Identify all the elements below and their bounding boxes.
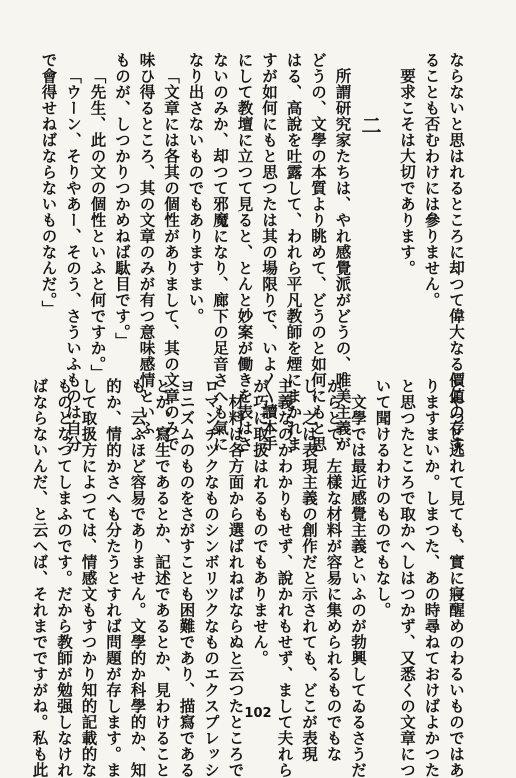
text-line: して取扱方によつては、情感文もすつかり知的記載的な: [79, 378, 99, 778]
page-number: 102: [244, 706, 272, 721]
text-line: すが如何にもと思つたは其の場限りで、いよ〳〵讀本手: [260, 52, 279, 452]
text-line: 的か、情的かさへも分たうとすれば問題が存します。ま: [104, 378, 123, 778]
text-line: にして教壇に立つて見ると、とんと妙案が働きを表はさ: [235, 52, 255, 452]
text-line: ることも否むわけには參りません。: [422, 52, 442, 308]
text-line: 文學では最近感覺主義といふのが勃興してゐるさうだ: [349, 393, 368, 778]
text-line: ものとなつてしまふのです。だから教師が勉强しなけれ: [55, 378, 74, 778]
text-line: ないのみか、却つて邪魔になり、廊下の足音さへも氣に: [211, 52, 230, 452]
text-line: とか、寫生であるとか、記述であるとか、見わけること: [153, 378, 172, 778]
text-line: 「ウーン、そりやあー、そのう、さういふものは自分: [64, 67, 83, 452]
text-line: 「先生、此の文の個性といふと何ですか。」: [88, 67, 108, 380]
text-line: はる、高說を吐露して、われら平凡教師を煙にまかれま: [284, 52, 304, 452]
text-line: ばならないんだ、と云へば、それまでですがね。私も此: [30, 378, 50, 778]
text-line: りますまいか。しまつた、あの時尋ねておけばよかつた: [422, 378, 442, 778]
text-line: 味ひ得るところ、其の文章のみが有つ意味感情といふ: [137, 52, 157, 436]
text-line: ならないと思はれるところに却つて偉大なる價値の存す: [447, 52, 466, 452]
column-spacer: [355, 52, 375, 352]
text-line: とやつと逃れて見ても、實に寢醒めのわるいものではあ: [447, 378, 466, 778]
text-line: ものが、しつかりつかめねば駄目です。」: [113, 52, 132, 349]
top-text-section: [0, 52, 468, 452]
text-line: いて聞けるわけのものでもなし。: [373, 378, 393, 618]
text-line: ロマンチツクなものシンボリツクなものエクスプレッシ: [202, 378, 221, 778]
text-line: が巧に取扱はれるものでもありません。: [251, 378, 270, 666]
text-line: 要求こそは大切であります。: [398, 67, 417, 276]
text-line: どうの、文學の本質より眺めて、どうのと如何にもと思: [309, 52, 328, 452]
text-line: ヨニズムのものをさがすことも困難であり、描寫である: [177, 378, 197, 778]
text-line: も、云ふほど容易でありません。文學的か科學的か、知: [128, 378, 148, 778]
text-line: 材料は各方面から選ばれねばならぬと云つたところで: [226, 393, 246, 778]
text-line: なり出さないものでもありますまい。: [186, 52, 206, 324]
text-line: 「文章には各其の個性がありまして、其の文章のみで: [162, 67, 181, 452]
text-line: 主義なのかわかりもせず、說かれもせず、まして夫れら: [275, 378, 295, 778]
column-spacer: [375, 52, 395, 352]
section-heading: 二: [358, 115, 382, 135]
text-line: 所謂研究家たちは、やれ感覺派がどうの、唯美主義が: [333, 67, 353, 452]
text-line: と思つたところで取かへしはつかず、又悉くの文章につ: [398, 378, 417, 778]
text-line: で會得せねばならないものなんだ。」: [39, 52, 59, 317]
text-line: からとて、左樣な材料が容易に集められるものでもな: [324, 378, 344, 762]
text-line: し、之は表現主義の創作だと示されても、どこが表現: [300, 378, 319, 762]
